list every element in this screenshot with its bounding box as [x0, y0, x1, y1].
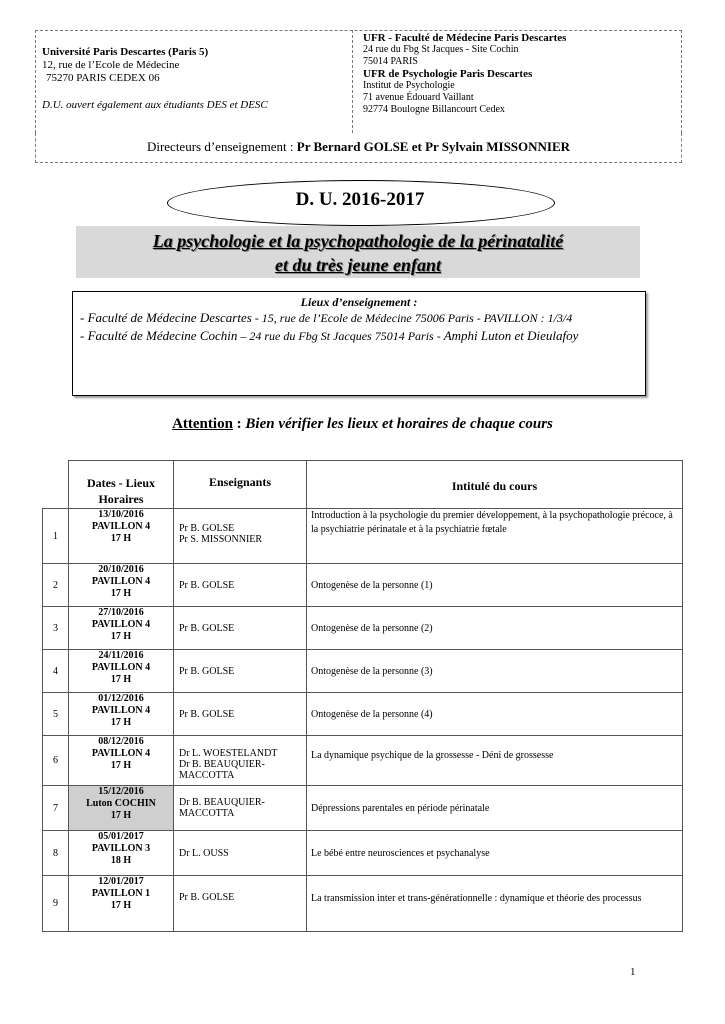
row-num: 5 — [43, 693, 69, 736]
table-row — [43, 831, 683, 876]
row-intitule: Ontogenèse de la personne (4) — [307, 693, 683, 736]
row-intitule: Ontogenèse de la personne (3) — [307, 650, 683, 693]
row-intitule: Le bébé entre neurosciences et psychanalyse — [307, 831, 683, 876]
row-enseignants — [174, 786, 307, 831]
row-lieu: PAVILLON 1 — [91, 888, 151, 899]
row-ens-1: Pr B. GOLSE — [179, 622, 235, 634]
ufr-medecine-address-1: 24 rue du Fbg St Jacques - Site Cochin — [363, 44, 519, 55]
row-heure: 17 H — [110, 533, 132, 544]
du-title: D. U. 2016-2017 — [295, 189, 425, 210]
subtitle-line-2: et du très jeune enfant — [274, 255, 441, 275]
du-note: D.U. ouvert également aux étudiants DES et DESC — [42, 99, 268, 111]
row-lieu: PAVILLON 4 — [91, 705, 151, 716]
header-right — [352, 30, 682, 133]
row-lieu: PAVILLON 4 — [91, 576, 151, 587]
table-row — [43, 509, 683, 564]
row-heure: 18 H — [110, 855, 132, 866]
row-ens-1: Dr L. WOESTELANDT — [179, 748, 278, 759]
row-heure: 17 H — [110, 760, 132, 771]
row-intitule: Ontogenèse de la personne (2) — [307, 607, 683, 650]
attention-label: Attention — [172, 416, 233, 432]
row-date: 15/12/2016 — [98, 786, 144, 797]
row-enseignants — [174, 736, 307, 786]
table-row — [43, 736, 683, 786]
row-date: 01/12/2016 — [98, 693, 144, 704]
row-lieu: PAVILLON 4 — [91, 662, 151, 673]
course-table — [42, 460, 683, 932]
row-date: 12/01/2017 — [98, 876, 144, 887]
row-heure: 17 H — [110, 588, 132, 599]
lieux-row-2-end: Amphi Luton et Dieulafoy — [443, 328, 579, 343]
table-row — [43, 693, 683, 736]
row-date-cell — [69, 786, 174, 831]
lieux-box — [72, 291, 646, 396]
row-ens-1: Pr B. GOLSE — [179, 708, 235, 720]
row-num: 8 — [43, 831, 69, 876]
row-heure: 17 H — [110, 674, 132, 685]
ufr-psychologie-address-3: 92774 Boulogne Billancourt Cedex — [363, 104, 505, 115]
subtitle — [76, 229, 640, 277]
ufr-medecine: UFR - Faculté de Médecine Paris Descartes — [363, 32, 567, 44]
row-num: 4 — [43, 650, 69, 693]
row-num: 2 — [43, 564, 69, 607]
attention-sep: : — [232, 416, 246, 432]
row-ens-1: Pr B. GOLSE — [179, 523, 235, 534]
row-lieu: PAVILLON 4 — [91, 521, 151, 532]
row-ens-1: Dr B. BEAUQUIER-MACCOTTA — [179, 797, 265, 819]
table-row — [43, 607, 683, 650]
lieux-row-1 — [80, 310, 638, 326]
row-date-cell — [69, 876, 174, 932]
row-heure: 17 H — [110, 900, 132, 911]
row-heure: 17 H — [110, 631, 132, 642]
row-lieu: Luton COCHIN — [86, 798, 156, 809]
subtitle-line-1: La psychologie et la psychopathologie de la périnatalité — [152, 231, 564, 251]
attention-line — [0, 416, 725, 433]
row-intitule: Introduction à la psychologie du premier développement, à la psychopathologie précoce, à la psychiatrie périnatale et à la psychiatrie fœtale — [307, 509, 683, 564]
row-date-cell — [69, 736, 174, 786]
table-row — [43, 564, 683, 607]
lieux-row-1-detail: - 15, rue de l’Ecole de Médecine 75006 Paris - PAVILLON : 1/3/4 — [251, 311, 573, 325]
row-intitule: La dynamique psychique de la grossesse - Déni de grossesse — [307, 736, 683, 786]
row-enseignants — [174, 876, 307, 932]
row-date: 24/11/2016 — [98, 650, 144, 661]
table-header-row — [43, 461, 683, 509]
ufr-medecine-address-2: 75014 PARIS — [363, 56, 418, 67]
lieux-row-2 — [80, 328, 638, 344]
row-heure: 17 H — [110, 810, 132, 821]
row-ens-2: Dr B. BEAUQUIER-MACCOTTA — [179, 759, 265, 781]
row-ens-1: Dr L. OUSS — [179, 847, 229, 859]
row-lieu: PAVILLON 3 — [91, 843, 151, 854]
row-date: 05/01/2017 — [98, 831, 144, 842]
row-num: 9 — [43, 876, 69, 932]
row-date-cell — [69, 831, 174, 876]
lieux-title: Lieux d’enseignement : — [300, 295, 418, 309]
table-row — [43, 650, 683, 693]
row-date: 20/10/2016 — [98, 564, 144, 575]
row-date: 13/10/2016 — [98, 509, 144, 520]
row-enseignants — [174, 607, 307, 650]
ufr-psychologie: UFR de Psychologie Paris Descartes — [363, 68, 533, 80]
lieux-row-1-main: - Faculté de Médecine Descartes — [80, 310, 252, 325]
row-heure: 17 H — [110, 717, 132, 728]
header-dates: Dates - Lieux Horaires — [69, 461, 174, 509]
directeurs-label: Directeurs d’enseignement : — [146, 139, 297, 154]
row-enseignants — [174, 831, 307, 876]
row-ens-1: Pr B. GOLSE — [179, 579, 235, 591]
row-date-cell — [69, 650, 174, 693]
page-number: 1 — [630, 966, 636, 978]
attention-text: Bien vérifier les lieux et horaires de chaque cours — [245, 416, 553, 432]
row-date-cell — [69, 509, 174, 564]
header-left — [35, 38, 352, 126]
row-date-cell — [69, 693, 174, 736]
row-date-cell — [69, 607, 174, 650]
university-address-2: 75270 PARIS CEDEX 06 — [46, 72, 160, 84]
row-intitule: Ontogenèse de la personne (1) — [307, 564, 683, 607]
directeurs-names: Pr Bernard GOLSE et Pr Sylvain MISSONNIER — [296, 139, 571, 154]
row-enseignants — [174, 693, 307, 736]
row-enseignants — [174, 564, 307, 607]
lieux-row-2-main: - Faculté de Médecine Cochin — [80, 328, 238, 343]
university-address-1: 12, rue de l’Ecole de Médecine — [42, 59, 180, 71]
row-intitule: La transmission inter et trans-générationnelle : dynamique et théorie des processus — [307, 876, 683, 932]
ufr-psychologie-address-1: Institut de Psychologie — [363, 80, 455, 91]
row-enseignants — [174, 650, 307, 693]
row-num: 6 — [43, 736, 69, 786]
directeurs-line — [35, 133, 682, 163]
university-name: Université Paris Descartes (Paris 5) — [42, 46, 209, 58]
row-date: 27/10/2016 — [98, 607, 144, 618]
row-num: 1 — [43, 509, 69, 564]
lieux-row-2-detail: – 24 rue du Fbg St Jacques 75014 Paris - — [237, 329, 444, 343]
row-intitule: Dépressions parentales en période périnatale — [307, 786, 683, 831]
row-ens-1: Pr B. GOLSE — [179, 892, 235, 903]
row-ens-1: Pr B. GOLSE — [179, 665, 235, 677]
ufr-psychologie-address-2: 71 avenue Édouard Vaillant — [363, 92, 474, 103]
header-intitule: Intitulé du cours — [307, 461, 683, 509]
header-enseignants: Enseignants — [174, 461, 307, 509]
table-row — [43, 786, 683, 831]
row-num: 3 — [43, 607, 69, 650]
row-lieu: PAVILLON 4 — [91, 619, 151, 630]
row-enseignants — [174, 509, 307, 564]
table-row — [43, 876, 683, 932]
row-lieu: PAVILLON 4 — [91, 748, 151, 759]
row-date: 08/12/2016 — [98, 736, 144, 747]
row-date-cell — [69, 564, 174, 607]
row-num: 7 — [43, 786, 69, 831]
row-ens-2: Pr S. MISSONNIER — [179, 534, 263, 545]
header-num — [43, 461, 69, 509]
